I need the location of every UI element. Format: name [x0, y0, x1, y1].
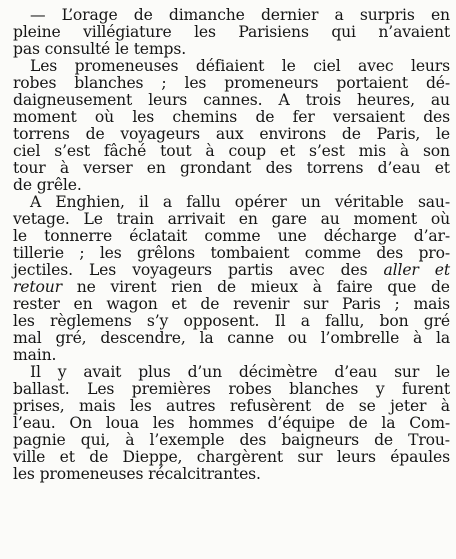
text-line: tour à verser en grondant des torrens d’eau et: [13, 159, 450, 177]
text-line: pleine villégiature les Parisiens qui n’avaient: [13, 23, 450, 41]
text-line: pas consulté le temps.: [13, 40, 187, 58]
text-line: torrens de voyageurs aux environs de Paris, le: [13, 125, 450, 143]
paragraph: [13, 364, 450, 483]
text-line: l’eau. On loua les hommes d’équipe de la Com-: [13, 414, 450, 432]
text-line: Il y avait plus d’un décimètre d’eau sur le: [30, 363, 450, 381]
text-line: rester en wagon et de revenir sur Paris ; mais: [13, 295, 450, 313]
text-line: robes blanches ; les promeneurs portaient dé-: [13, 74, 450, 92]
text-line: main.: [13, 346, 57, 364]
text-line: ville et de Dieppe, chargèrent sur leurs épaules: [13, 448, 450, 466]
text-line: vetage. Le train arrivait en gare au moment où: [13, 210, 450, 228]
article-body: [13, 7, 450, 483]
text-line: prises, mais les autres refusèrent de se jeter à: [13, 397, 450, 415]
text-line: retour ne virent rien de mieux à faire que de: [13, 278, 450, 296]
paragraph: [13, 7, 450, 58]
text-line: ballast. Les premières robes blanches y furent: [13, 380, 450, 398]
paragraph: [13, 194, 450, 364]
text-line: tillerie ; les grêlons tombaient comme des pro-: [13, 244, 450, 262]
text-line: jectiles. Les voyageurs partis avec des aller et: [13, 261, 450, 279]
text-line: mal gré, descendre, la canne ou l’ombrelle à la: [13, 329, 450, 347]
text-line: Les promeneuses défiaient le ciel avec leurs: [30, 57, 450, 75]
text-line: les règlemens s’y opposent. Il a fallu, bon gré: [13, 312, 450, 330]
text-line: daigneusement leurs cannes. A trois heures, au: [13, 91, 450, 109]
text-line: — L’orage de dimanche dernier a surpris en: [30, 6, 450, 24]
text-line: le tonnerre éclatait comme une décharge d’ar-: [13, 227, 450, 245]
text-line: moment où les chemins de fer versaient des: [13, 108, 450, 126]
text-line: les promeneuses récalcitrantes.: [13, 465, 261, 483]
paragraph: [13, 58, 450, 194]
text-line: A Enghien, il a fallu opérer un véritable sau-: [30, 193, 450, 211]
text-line: de grêle.: [13, 176, 82, 194]
text-line: ciel s’est fâché tout à coup et s’est mis à son: [13, 142, 450, 160]
text-line: pagnie qui, à l’exemple des baigneurs de Trou-: [13, 431, 450, 449]
